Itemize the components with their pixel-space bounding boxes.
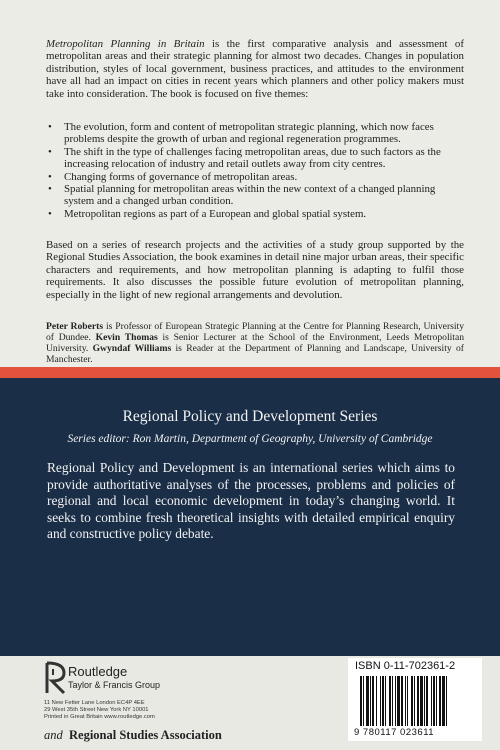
barcode-bar xyxy=(442,676,445,726)
barcode-bar xyxy=(411,676,413,726)
intro-text: is the first comparative analysis and assessment of metropolitan areas and their strategic planning for almost two decades. Changes in population distribution, styles of local government, business practices, and attitudes to the environment have all had an impact on cities in recent years which planners and other policy makers must take into consideration. The book is focused on five themes: xyxy=(46,38,464,100)
barcode-bar xyxy=(433,676,435,726)
barcode-bar xyxy=(439,676,441,726)
barcode-bar xyxy=(407,676,408,726)
author-name: Gwyndaf Williams xyxy=(92,343,172,354)
accent-stripe xyxy=(0,367,500,378)
address-line: 11 New Fetter Lane London EC4P 4EE xyxy=(44,700,145,706)
theme-item: • The shift in the type of challenges facing metropolitan areas, due to such factors as the increasing relocation of industry and retail outlets away from city centres. xyxy=(46,146,464,171)
barcode-bar xyxy=(417,676,419,726)
author-bios xyxy=(46,321,464,365)
barcode-bar xyxy=(360,676,362,726)
barcode-bar xyxy=(401,676,403,726)
barcode-bar xyxy=(380,676,381,726)
address-line: Printed in Great Britain www.routledge.com xyxy=(44,714,155,721)
research-paragraph: Based on a series of research projects and the activities of a study group supported by the Regional Studies Association, the book examines in detail nine major urban areas, their specific characters and requirements, and how metropolitan planning is adapting to fulfil those requirements. It also discusses the possible future evolution of metropolitan planning, especially in the light of new regional arrangements and devolution. xyxy=(46,239,464,301)
theme-item: • Metropolitan regions as part of a European and global spatial system. xyxy=(46,208,464,220)
barcode-bar xyxy=(405,676,406,726)
barcode-icon xyxy=(358,676,476,732)
co-publisher xyxy=(44,728,222,743)
routledge-logo-icon xyxy=(44,661,70,695)
publisher-group: Taylor & Francis Group xyxy=(68,680,161,690)
author-bio: is Professor of European Strategic Planning at the Centre for Planning Research, University of Dundee. xyxy=(46,321,465,343)
barcode-bar xyxy=(395,676,396,726)
barcode-bar xyxy=(436,676,437,726)
series-panel xyxy=(0,378,500,656)
series-editor: Series editor: Ron Martin, Department of Geography, University of Cambridge xyxy=(67,433,433,445)
themes-list xyxy=(46,121,464,220)
barcode-bar xyxy=(370,676,371,726)
co-publisher-and: and xyxy=(44,728,63,742)
back-cover-top xyxy=(0,0,500,367)
barcode-bar xyxy=(431,676,432,726)
author-bio: is Senior Lecturer at the School of the Environment, Leeds Metropolitan University. xyxy=(46,332,465,354)
publisher-address xyxy=(44,700,155,722)
theme-item: • Spatial planning for metropolitan areas within the new context of a changed planning system and a changed urban condition. xyxy=(46,183,464,208)
barcode-bar xyxy=(376,676,377,726)
series-title: Regional Policy and Development Series xyxy=(122,408,378,425)
barcode-bar xyxy=(385,676,386,726)
barcode-number: 9 780117 023611 xyxy=(354,727,435,738)
barcode-bar xyxy=(397,676,400,726)
barcode-bar xyxy=(420,676,423,726)
author-name: Peter Roberts xyxy=(46,321,104,332)
address-line: 29 West 35th Street New York NY 10001 xyxy=(44,707,149,714)
author-name: Kevin Thomas xyxy=(95,332,158,343)
theme-item: • The evolution, form and content of metropolitan strategic planning, which now faces problems despite the growth of urban and regional regeneration programmes. xyxy=(46,121,464,146)
barcode-bar xyxy=(392,676,393,726)
barcode-bar xyxy=(389,676,391,726)
theme-item: • Changing forms of governance of metropolitan areas. xyxy=(46,171,464,183)
publisher-name: Routledge xyxy=(68,664,128,679)
book-title-italic: Metropolitan Planning in Britain xyxy=(46,38,205,50)
isbn-label: ISBN 0-11-702361-2 xyxy=(355,660,456,672)
barcode-bar xyxy=(446,676,447,726)
barcode-bar xyxy=(382,676,384,726)
co-publisher-name: Regional Studies Association xyxy=(69,728,222,742)
barcode-bar xyxy=(414,676,415,726)
intro-paragraph xyxy=(46,38,464,100)
barcode-bar xyxy=(366,676,369,726)
barcode-bar xyxy=(424,676,425,726)
barcode-bar xyxy=(363,676,364,726)
barcode-bar xyxy=(372,676,374,726)
barcode-bar xyxy=(426,676,428,726)
series-description: Regional Policy and Development is an international series which aims to provide authoritative analyses of the processes, problems and policies of regional and local economic development in today’s changing world. It seeks to combine fresh theoretical insights with detailed empirical enquiry and constructive policy debate. xyxy=(47,460,455,541)
author-bio: is Reader at the Department of Planning and Landscape, University of Manchester. xyxy=(46,343,464,365)
